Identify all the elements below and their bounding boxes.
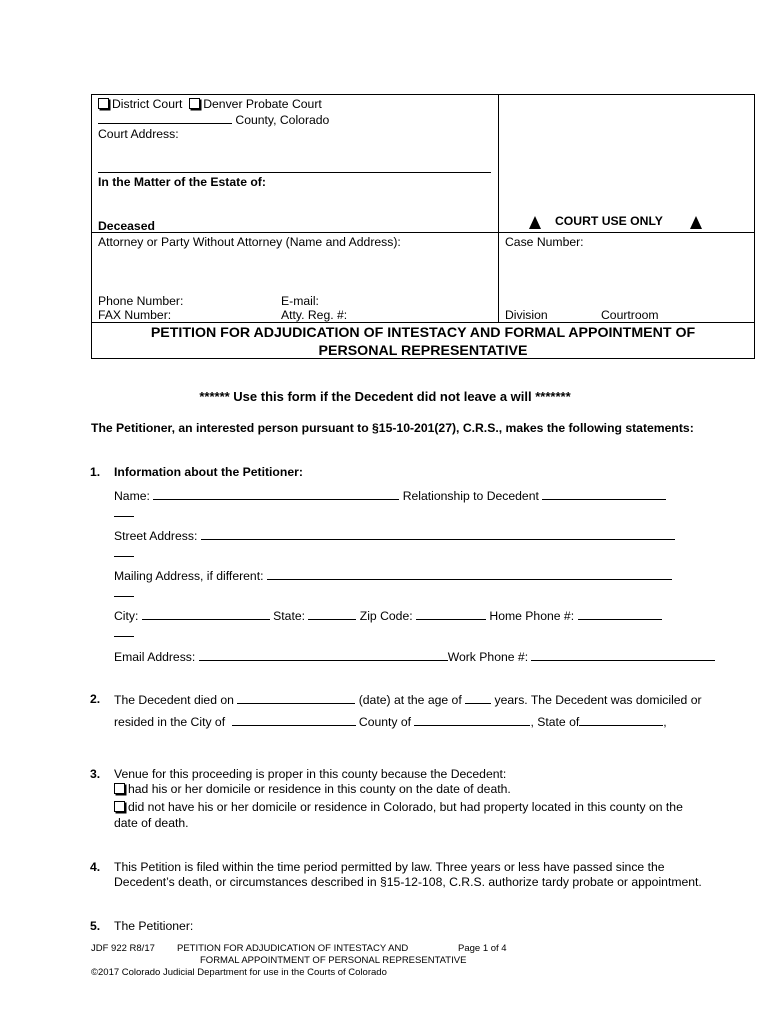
courtroom-label: Courtroom	[601, 308, 659, 322]
section2-text2: (date) at the age of	[358, 693, 462, 707]
venue-option-1-label: had his or her domicile or residence in this county on the date of death.	[128, 782, 511, 796]
case-number-label: Case Number:	[505, 235, 584, 249]
home-phone-field[interactable]	[578, 608, 662, 620]
section5-text: The Petitioner:	[114, 919, 194, 933]
email-row	[114, 649, 715, 665]
name-row	[114, 488, 666, 504]
court-address-rule	[98, 172, 491, 173]
mailing-row-overflow	[114, 596, 134, 597]
district-court-label: District Court	[112, 97, 183, 111]
county-colorado-label: County, Colorado	[235, 113, 330, 127]
section2-text7: ,	[663, 715, 667, 729]
section4-line1: This Petition is filed within the time period permitted by law. Three years or less have passed since the	[114, 860, 665, 874]
venue-option-2-line2: date of death.	[114, 816, 189, 830]
relationship-label: Relationship to Decedent	[402, 489, 539, 503]
section2-line2	[114, 714, 667, 730]
street-row	[114, 528, 675, 544]
city-of-field[interactable]	[232, 714, 356, 726]
venue-option-2-checkbox[interactable]	[114, 801, 125, 812]
section4-line2: Decedent’s death, or circumstances described in §15-12-108, C.R.S. authorize tardy probate or appointment.	[114, 875, 702, 889]
phone-number-label: Phone Number:	[98, 294, 184, 308]
city-label: City:	[114, 609, 139, 623]
matter-of-estate-label: In the Matter of the Estate of:	[98, 175, 266, 189]
name-field[interactable]	[153, 488, 399, 500]
mailing-row	[114, 568, 672, 584]
work-phone-field[interactable]	[531, 649, 715, 661]
street-label: Street Address:	[114, 529, 198, 543]
county-field[interactable]	[98, 112, 232, 124]
section2-text3: years. The Decedent was domiciled or	[494, 693, 702, 707]
section3-number: 3.	[90, 767, 101, 781]
city-field[interactable]	[142, 608, 270, 620]
footer-page: Page 1 of 4	[458, 943, 507, 954]
venue-option-1	[114, 782, 511, 797]
zip-field[interactable]	[416, 608, 486, 620]
street-field[interactable]	[201, 528, 675, 540]
atty-reg-label: Atty. Reg. #:	[281, 308, 348, 322]
fax-number-label: FAX Number:	[98, 308, 172, 322]
state-field[interactable]	[308, 608, 356, 620]
form-title-line1: PETITION FOR ADJUDICATION OF INTESTACY AND FORMAL APPOINTMENT OF	[150, 325, 696, 341]
city-row	[114, 608, 662, 624]
section2-text1: The Decedent died on	[114, 693, 234, 707]
section2-text6: , State of	[530, 715, 580, 729]
section2-text4: resided in the City of	[114, 715, 226, 729]
email-label: E-mail:	[281, 294, 319, 308]
zip-label: Zip Code:	[359, 609, 413, 623]
denver-probate-label: Denver Probate Court	[203, 97, 322, 111]
section1-number: 1.	[90, 465, 101, 479]
county-of-field[interactable]	[414, 714, 530, 726]
court-selection	[98, 97, 322, 112]
street-row-overflow	[114, 556, 134, 557]
death-date-field[interactable]	[237, 692, 355, 704]
attorney-label: Attorney or Party Without Attorney (Name and Address):	[98, 235, 401, 249]
section5-number: 5.	[90, 919, 101, 933]
section3-text: Venue for this proceeding is proper in this county because the Decedent:	[114, 767, 507, 781]
mailing-label: Mailing Address, if different:	[114, 569, 264, 583]
section2-text5: County of	[358, 715, 412, 729]
email-address-field[interactable]	[199, 649, 448, 661]
triangle-left-icon	[529, 216, 541, 229]
city-row-overflow	[114, 636, 134, 637]
name-row-overflow	[114, 516, 134, 517]
form-title-line2: PERSONAL REPRESENTATIVE	[318, 343, 528, 359]
name-label: Name:	[114, 489, 150, 503]
relationship-field[interactable]	[542, 488, 666, 500]
district-court-checkbox[interactable]	[98, 98, 109, 109]
footer-title-line1: PETITION FOR ADJUDICATION OF INTESTACY AND	[177, 943, 409, 954]
county-line	[98, 112, 329, 128]
work-phone-label: Work Phone #:	[447, 650, 529, 664]
court-address-label: Court Address:	[98, 127, 179, 141]
intro: The Petitioner, an interested person pursuant to §15-10-201(27), C.R.S., makes the following statements:	[91, 421, 694, 435]
home-phone-label: Home Phone #:	[489, 609, 575, 623]
triangle-right-icon	[690, 216, 702, 229]
mailing-field[interactable]	[267, 568, 672, 580]
division-label: Division	[505, 308, 548, 322]
footer-title-line2: FORMAL APPOINTMENT OF PERSONAL REPRESENTATIVE	[200, 955, 467, 966]
footer-copyright: ©2017 Colorado Judicial Department for use in the Courts of Colorado	[91, 967, 387, 978]
deceased-label: Deceased	[98, 219, 155, 233]
section4-number: 4.	[90, 860, 101, 874]
court-use-only-label: COURT USE ONLY	[555, 214, 663, 228]
email-address-label: Email Address:	[114, 650, 196, 664]
notice: ****** Use this form if the Decedent did not leave a will *******	[199, 389, 571, 404]
venue-option-1-checkbox[interactable]	[114, 783, 125, 794]
section2-number: 2.	[90, 692, 101, 706]
venue-option-2	[114, 800, 683, 815]
section1-heading: Information about the Petitioner:	[114, 465, 303, 479]
venue-option-2-label: did not have his or her domicile or residence in Colorado, but had property located in this county on the	[128, 800, 683, 814]
age-field[interactable]	[465, 692, 491, 704]
denver-probate-checkbox[interactable]	[189, 98, 200, 109]
caption-divider	[498, 94, 499, 322]
state-of-field[interactable]	[579, 714, 663, 726]
footer-form-id: JDF 922 R8/17	[91, 943, 155, 954]
state-label: State:	[273, 609, 305, 623]
section2-line1	[114, 692, 702, 708]
caption-row-divider-1	[91, 232, 755, 233]
